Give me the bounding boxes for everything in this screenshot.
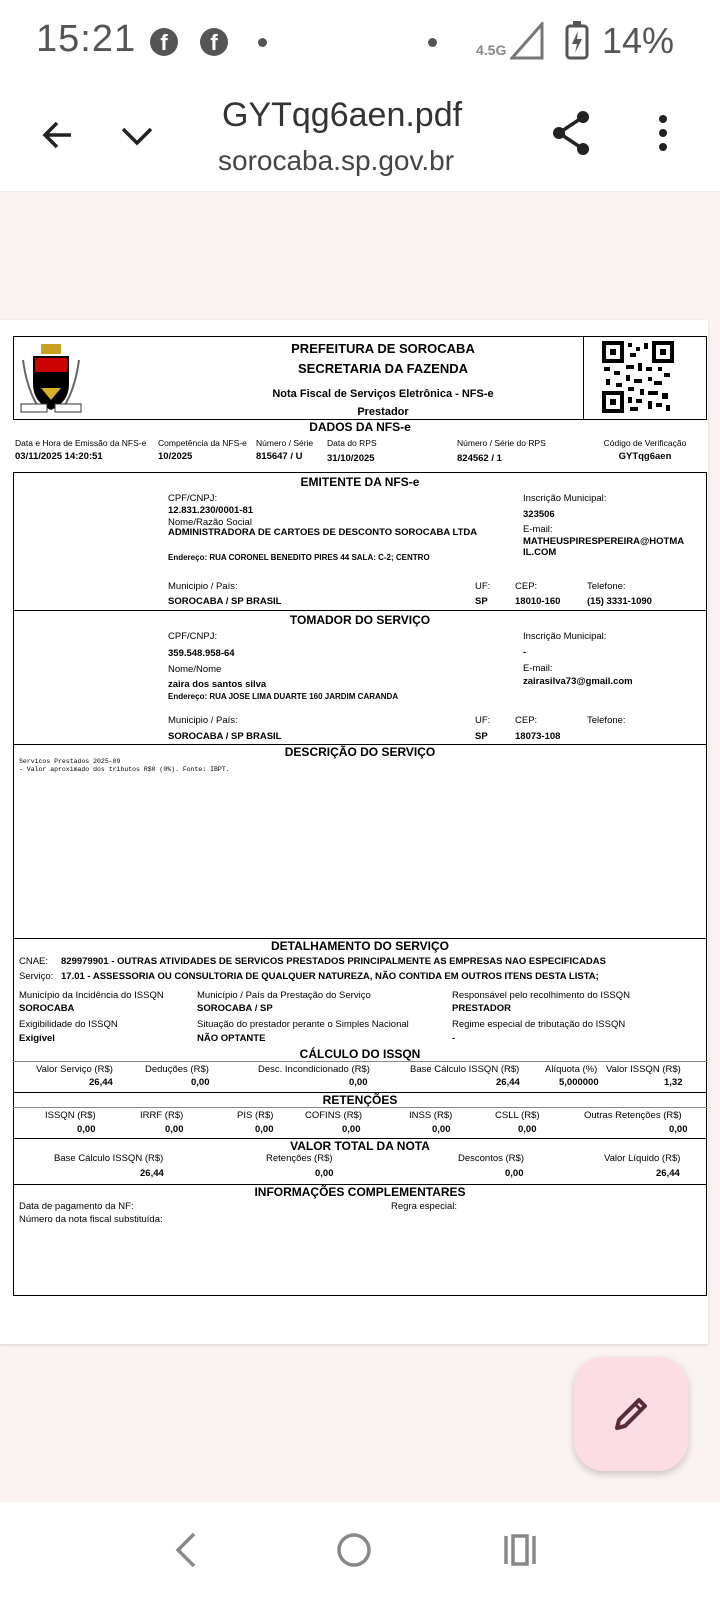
emitente-email-label: E-mail: (523, 524, 553, 535)
descricao-title: DESCRIÇÃO DO SERVIÇO (284, 745, 436, 759)
dados-label-emissao: Data e Hora de Emissão da NFS-e (15, 438, 147, 448)
calc-label-base: Base Cálculo ISSQN (R$) (410, 1064, 520, 1075)
emitente-cep-label: CEP: (515, 581, 538, 592)
servico-label: Serviço: (19, 971, 54, 982)
emitente-telefone-label: Telefone: (587, 581, 626, 592)
dados-title: DADOS DA NFS-e (309, 420, 411, 434)
descricao-line1: Servicos Prestados 2025-09 (19, 758, 121, 765)
tomador-email-label: E-mail: (523, 663, 553, 674)
tomador-inscricao-label: Inscrição Municipal: (523, 631, 607, 642)
total-value-liquido: 26,44 (656, 1168, 680, 1179)
header-line3: Nota Fiscal de Serviços Eletrônica - NFS-e (272, 388, 494, 400)
ret-value-irrf: 0,00 (165, 1124, 184, 1135)
calc-value-desconto: 0,00 (349, 1077, 368, 1088)
ret-label-cofins: COFINS (R$) (305, 1110, 362, 1121)
descricao-line2: - Valor aproximado dos tributos R$0 (0%). Fonte: IBPT. (19, 766, 230, 773)
calc-label-valor-servico: Valor Serviço (R$) (36, 1064, 113, 1075)
ret-value-inss: 0,00 (432, 1124, 451, 1135)
emitente-nome: ADMINISTRADORA DE CARTOES DE DESCONTO SOROCABA LTDA (168, 527, 478, 538)
ret-value-issqn: 0,00 (77, 1124, 96, 1135)
chevron-down-icon[interactable] (112, 110, 162, 160)
calc-value-aliquota: 5,000000 (559, 1077, 599, 1088)
simples-value: NÃO OPTANTE (197, 1033, 266, 1044)
exigibilidade-label: Exigibilidade do ISSQN (19, 1019, 118, 1030)
network-type: 4.5G (476, 42, 507, 58)
dados-label-numero: Número / Série (256, 438, 314, 448)
incidencia-label: Município da Incidência do ISSQN (19, 990, 164, 1001)
emitente-cpf: 12.831.230/0001-81 (168, 505, 254, 516)
calculo-title: CÁLCULO DO ISSQN (299, 1047, 421, 1061)
dados-value-competencia: 10/2025 (158, 451, 193, 462)
status-dot-icon (428, 38, 437, 47)
system-nav-bar (0, 1502, 720, 1600)
tomador-uf: SP (475, 731, 488, 742)
exigibilidade-value: Exigível (19, 1033, 55, 1044)
ret-label-pis: PIS (R$) (237, 1110, 274, 1121)
regime-value: - (452, 1033, 456, 1044)
tomador-uf-label: UF: (475, 715, 491, 726)
header-line4: Prestador (357, 406, 409, 418)
total-value-retencoes: 0,00 (315, 1168, 334, 1179)
share-icon[interactable] (546, 108, 596, 158)
simples-label: Situação do prestador perante o Simples Nacional (197, 1019, 409, 1030)
ret-value-csll: 0,00 (518, 1124, 537, 1135)
emitente-uf: SP (475, 596, 488, 607)
app-bar (0, 80, 720, 192)
header-line2: SECRETARIA DA FAZENDA (298, 361, 468, 376)
emitente-inscricao-label: Inscrição Municipal: (523, 493, 607, 504)
file-title: GYTqg6aen.pdf (222, 96, 463, 134)
emitente-municipio: SOROCABA / SP BRASIL (168, 596, 282, 607)
dados-value-emissao: 03/11/2025 14:20:51 (15, 451, 103, 462)
nav-recents-icon[interactable] (500, 1530, 540, 1570)
tomador-title: TOMADOR DO SERVIÇO (289, 613, 431, 627)
tomador-cpf-label: CPF/CNPJ: (168, 631, 218, 642)
emitente-municipio-label: Municipio / País: (168, 581, 238, 592)
dados-label-codigo: Código de Verificação (603, 438, 687, 448)
ret-label-csll: CSLL (R$) (495, 1110, 540, 1121)
calc-label-valor-issqn: Valor ISSQN (R$) (606, 1064, 681, 1075)
edit-fab-button[interactable] (574, 1357, 688, 1471)
calc-value-deducoes: 0,00 (191, 1077, 210, 1088)
ret-value-outras: 0,00 (669, 1124, 688, 1135)
dados-value-codigo: GYTqg6aen (618, 451, 672, 462)
facebook-icon: f (150, 28, 178, 56)
calc-value-valor-issqn: 1,32 (664, 1077, 683, 1088)
nfse-document (13, 336, 707, 1316)
info-substituida: Número da nota fiscal substituída: (19, 1214, 163, 1225)
dados-label-data-rps: Data do RPS (327, 438, 377, 448)
cnae-label: CNAE: (19, 956, 49, 967)
incidencia-value: SOROCABA (19, 1003, 75, 1014)
ret-label-irrf: IRRF (R$) (140, 1110, 184, 1121)
tomador-email: zairasilva73@gmail.com (523, 676, 633, 687)
emitente-email: MATHEUSPIRESPEREIRA@HOTMA (523, 536, 685, 547)
emitente-telefone: (15) 3331-1090 (587, 596, 652, 607)
responsavel-label: Responsável pelo recolhimento do ISSQN (452, 990, 630, 1001)
total-label-base: Base Cálculo ISSQN (R$) (54, 1153, 164, 1164)
sorocaba-coat-of-arms-icon (19, 340, 83, 416)
calc-label-aliquota: Alíquota (%) (545, 1064, 598, 1075)
back-arrow-icon[interactable] (32, 110, 82, 160)
emitente-uf-label: UF: (475, 581, 491, 592)
dados-value-numero: 815647 / U (256, 451, 303, 462)
status-time: 15:21 (36, 18, 137, 60)
emitente-cpf-label: CPF/CNPJ: (168, 493, 218, 504)
cnae-value: 829979901 - OUTRAS ATIVIDADES DE SERVICOS PRESTADOS PRINCIPALMENTE AS EMPRESAS NAO ESPECIFICADAS (61, 956, 606, 967)
ret-value-pis: 0,00 (255, 1124, 274, 1135)
tomador-telefone-label: Telefone: (587, 715, 626, 726)
header-line1: PREFEITURA DE SOROCABA (291, 341, 475, 356)
info-title: INFORMAÇÕES COMPLEMENTARES (254, 1185, 466, 1199)
tomador-endereco: Endereço: RUA JOSE LIMA DUARTE 160 JARDIM CARANDA (168, 692, 399, 701)
tomador-cep: 18073-108 (515, 731, 561, 742)
battery-percent: 14% (602, 20, 675, 61)
nav-back-icon[interactable] (170, 1530, 200, 1570)
emitente-inscricao: 323506 (523, 509, 555, 520)
total-label-retencoes: Retenções (R$) (266, 1153, 333, 1164)
tomador-nome: zaira dos santos silva (168, 679, 267, 690)
tomador-cep-label: CEP: (515, 715, 538, 726)
emitente-email-cont: IL.COM (523, 547, 557, 558)
detalhamento-title: DETALHAMENTO DO SERVIÇO (270, 939, 449, 953)
emitente-endereco: Endereço: RUA CORONEL BENEDITO PIRES 44 SALA: C-2; CENTRO (168, 553, 430, 562)
total-label-descontos: Descontos (R$) (458, 1153, 524, 1164)
responsavel-value: PRESTADOR (452, 1003, 511, 1014)
more-vert-icon[interactable] (638, 108, 688, 158)
ret-value-cofins: 0,00 (342, 1124, 361, 1135)
signal-icon (510, 22, 544, 60)
ret-label-issqn: ISSQN (R$) (45, 1110, 96, 1121)
tomador-nome-label: Nome/Nome (168, 664, 222, 675)
total-label-liquido: Valor Líquido (R$) (604, 1153, 681, 1164)
info-pagamento: Data de pagamento da NF: (19, 1201, 134, 1212)
dados-value-data-rps: 31/10/2025 (327, 453, 375, 464)
calc-label-deducoes: Deduções (R$) (145, 1064, 209, 1075)
emitente-cep: 18010-160 (515, 596, 561, 607)
calc-value-valor-servico: 26,44 (89, 1077, 113, 1088)
emitente-nome-label: Nome/Razão Social (168, 517, 252, 528)
status-bar (0, 0, 720, 80)
calc-value-base: 26,44 (496, 1077, 520, 1088)
calc-label-desconto: Desc. Incondicionado (R$) (258, 1064, 370, 1075)
dados-value-numero-rps: 824562 / 1 (457, 453, 502, 464)
tomador-cpf: 359.548.958-64 (168, 648, 235, 659)
retencoes-title: RETENÇÕES (322, 1093, 398, 1107)
nav-home-icon[interactable] (334, 1530, 374, 1570)
ret-label-inss: INSS (R$) (409, 1110, 453, 1121)
total-value-descontos: 0,00 (505, 1168, 524, 1179)
prestacao-label: Município / País da Prestação do Serviço (197, 990, 371, 1001)
qr-code-icon (602, 341, 674, 413)
regime-label: Regime especial de tributação do ISSQN (452, 1019, 626, 1030)
total-title: VALOR TOTAL DA NOTA (290, 1139, 430, 1153)
total-value-base: 26,44 (140, 1168, 164, 1179)
dados-label-competencia: Competência da NFS-e (158, 438, 247, 448)
file-source-domain: sorocaba.sp.gov.br (218, 145, 455, 176)
facebook-icon: f (200, 28, 228, 56)
pdf-page[interactable] (0, 320, 708, 1344)
emitente-title: EMITENTE DA NFS-e (300, 475, 420, 489)
tomador-inscricao: - (523, 647, 527, 658)
info-regra: Regra especial: (391, 1201, 458, 1212)
tomador-municipio-label: Municipio / País: (168, 715, 238, 726)
pencil-icon (609, 1392, 653, 1436)
battery-charging-icon (565, 20, 589, 60)
tomador-municipio: SOROCABA / SP BRASIL (168, 731, 282, 742)
servico-value: 17.01 - ASSESSORIA OU CONSULTORIA DE QUALQUER NATUREZA, NÃO CONTIDA EM OUTROS ITENS DESTA LISTA; (61, 971, 599, 982)
notification-dot-icon (258, 38, 267, 47)
dados-label-numero-rps: Número / Série do RPS (457, 438, 546, 448)
prestacao-value: SOROCABA / SP (197, 1003, 273, 1014)
ret-label-outras: Outras Retenções (R$) (584, 1110, 682, 1121)
